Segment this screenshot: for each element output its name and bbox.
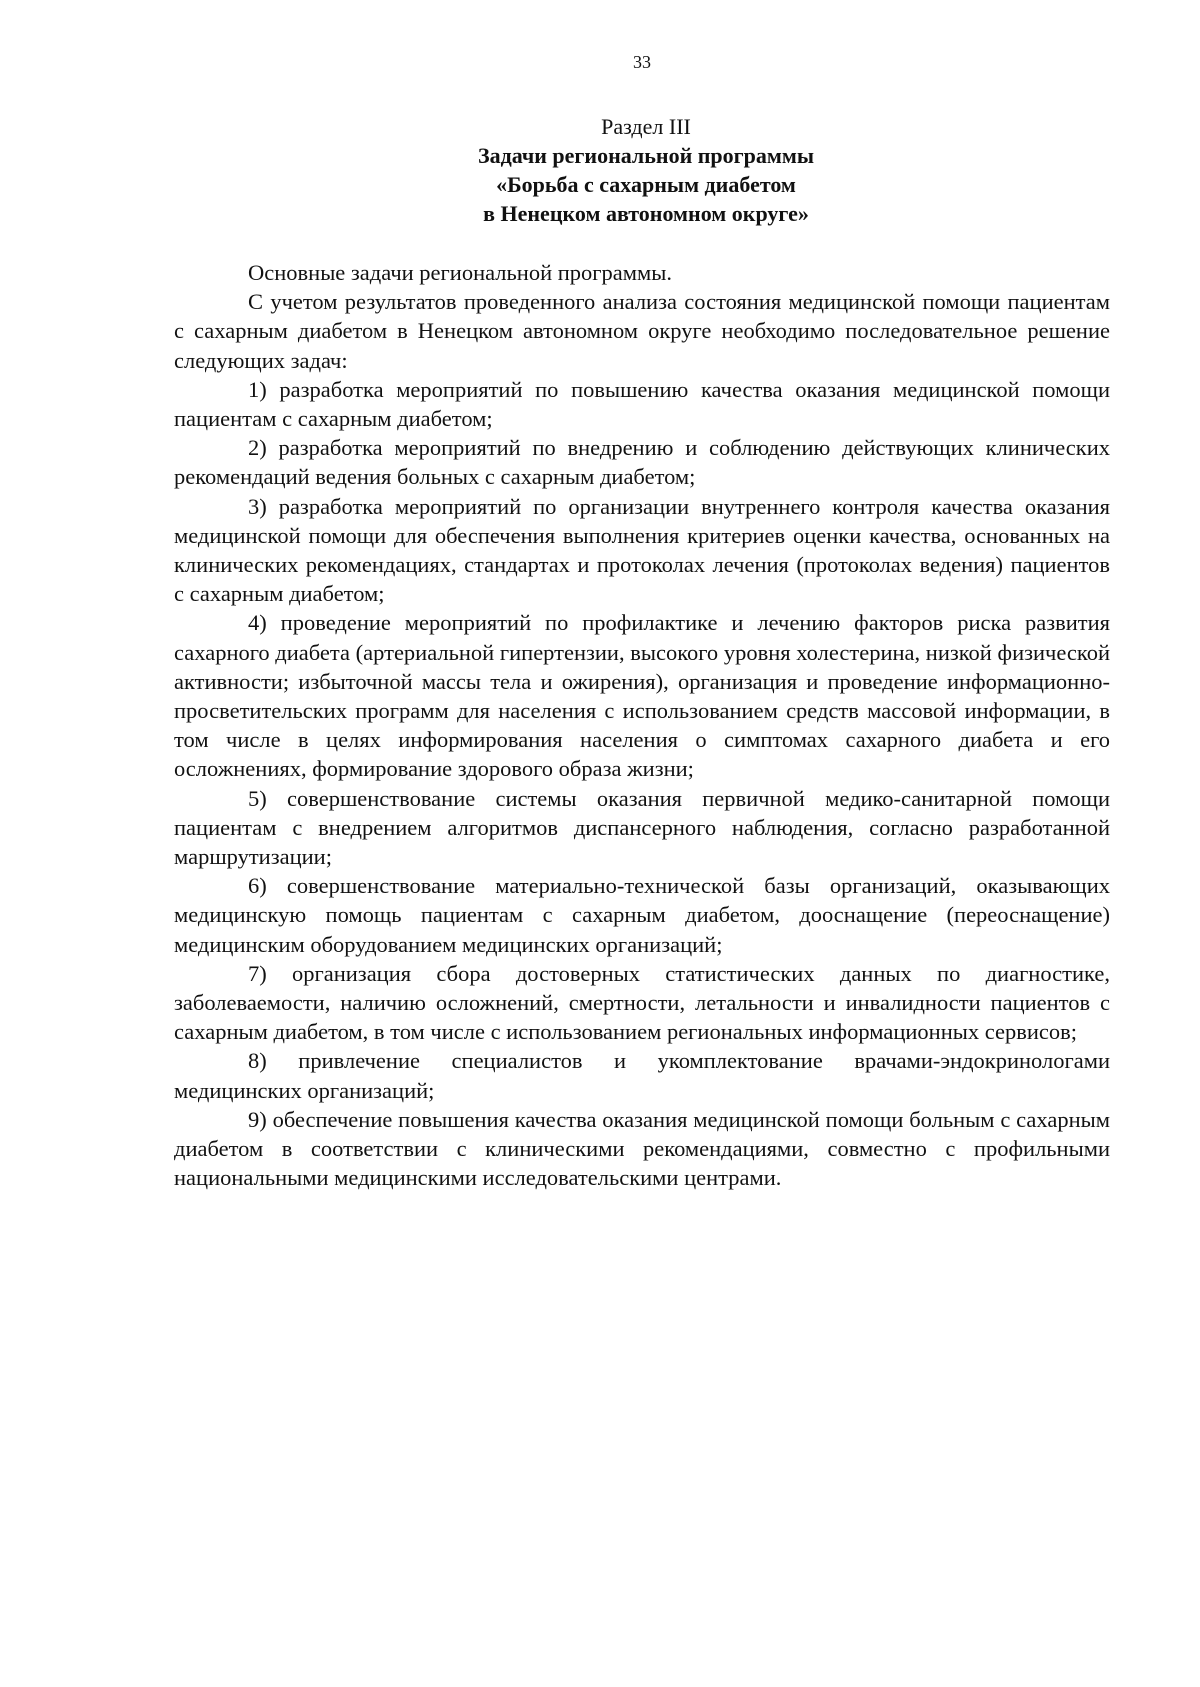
section-label: Раздел III	[601, 114, 691, 139]
task-item-1: 1) разработка мероприятий по повышению качества оказания медицинской помощи пациентам с сахарным диабетом;	[174, 376, 1110, 432]
task-item-9: 9) обеспечение повышения качества оказания медицинской помощи больным с сахарным диабетом в соответствии с клиническими рекомендациями, совместно с профильными национальными медицинскими исследовательскими центрами.	[174, 1106, 1110, 1191]
page-number: 33	[633, 52, 651, 72]
task-item-8: 8) привлечение специалистов и укомплектование врачами-эндокринологами медицинских организаций;	[174, 1048, 1110, 1103]
paragraph-intro: Основные задачи региональной программы.	[248, 260, 672, 285]
task-item-5: 5) совершенствование системы оказания первичной медико-санитарной помощи пациентам с внедрением алгоритмов диспансерного наблюдения, согласно разработанной маршрутизации;	[174, 785, 1110, 870]
task-item-3: 3) разработка мероприятий по организации внутреннего контроля качества оказания медицинской помощи для обеспечения выполнения критериев оценки качества, основанных на клинических рекомендациях, стандартах и протоколах лечения (протоколах ведения) пациентов с сахарным диабетом;	[174, 493, 1110, 607]
task-item-2: 2) разработка мероприятий по внедрению и соблюдению действующих клинических рекомендаций ведения больных с сахарным диабетом;	[174, 435, 1110, 490]
paragraph-preamble: С учетом результатов проведенного анализа состояния медицинской помощи пациентам с сахарным диабетом в Ненецком автономном округе необходимо последовательное решение следующих задач:	[174, 289, 1110, 373]
task-item-7: 7) организация сбора достоверных статистических данных по диагностике, заболеваемости, наличию осложнений, смертности, летальности и инвалидности пациентов с сахарным диабетом, в том числе с использованием региональных информационных сервисов;	[174, 960, 1110, 1045]
task-item-4: 4) проведение мероприятий по профилактике и лечению факторов риска развития сахарного диабета (артериальной гипертензии, высокого уровня холестерина, низкой физической активности; избыточной массы тела и ожирения), организация и проведение информационно-просветительских программ для населения с использованием средств массовой информации, в том числе в целях информирования населения о симптомах сахарного диабета и его осложнениях, формирование здорового образа жизни;	[174, 610, 1110, 782]
section-title-line-1: Задачи региональной программы	[477, 143, 815, 168]
body-text	[174, 258, 1110, 1193]
section-title-line-2: «Борьба с сахарным диабетом	[496, 172, 796, 197]
task-item-6: 6) совершенствование материально-технической базы организаций, оказывающих медицинскую помощь пациентам с сахарным диабетом, дооснащение (переоснащение) медицинским оборудованием медицинских организаций;	[174, 873, 1110, 957]
section-title-line-3: в Ненецком автономном округе»	[483, 201, 809, 226]
section-heading	[0, 112, 1200, 228]
